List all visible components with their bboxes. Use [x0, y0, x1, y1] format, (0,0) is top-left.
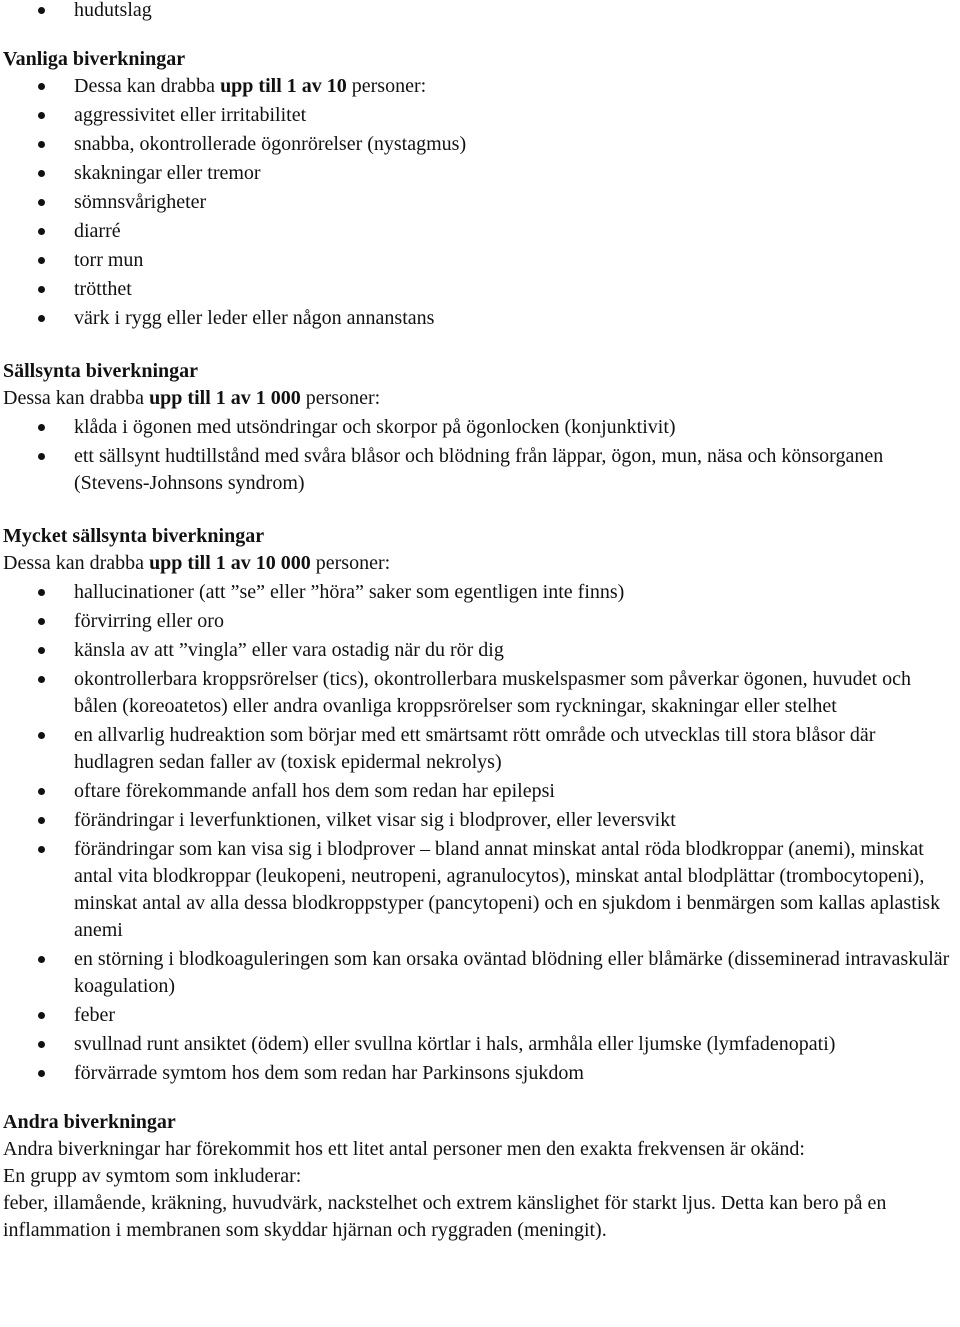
- intro-post: personer:: [300, 387, 381, 409]
- bullet-icon: [38, 7, 45, 14]
- bullet-icon: [38, 732, 45, 739]
- bullet-icon: [38, 199, 45, 206]
- list-item: [3, 807, 960, 834]
- intro-pre: Dessa kan drabba: [3, 552, 150, 574]
- bullet-icon: [38, 112, 45, 119]
- list-item-text: okontrollerbara kroppsrörelser (tics), okontrollerbara muskelspasmer som påverkar ögonen, huvudet och bålen (koreoatetos) eller andra ovanliga kroppsrörelser som ryckningar, skakningar eller stelhet: [74, 668, 911, 717]
- bullet-icon: [38, 846, 45, 853]
- list-item-text: förändringar i leverfunktionen, vilket visar sig i blodprover, eller leversvikt: [74, 809, 676, 831]
- list-item-text: känsla av att ”vingla” eller vara ostadig när du rör dig: [74, 639, 504, 661]
- list-item-text: feber: [74, 1004, 116, 1026]
- bullet-icon: [38, 618, 45, 625]
- list-item: [3, 637, 960, 664]
- very-rare-list: [3, 579, 960, 1087]
- intro-pre: Dessa kan drabba: [74, 75, 221, 97]
- list-item: [3, 443, 960, 497]
- list-item: [3, 305, 960, 332]
- bullet-icon: [38, 83, 45, 90]
- other-text-1: Andra biverkningar har förekommit hos ett litet antal personer men den exakta frekvensen är okänd:: [3, 1138, 805, 1160]
- other-section: [3, 1109, 960, 1244]
- list-item: [3, 1002, 960, 1029]
- bullet-icon: [38, 170, 45, 177]
- list-item-text: värk i rygg eller leder eller någon annanstans: [74, 307, 435, 329]
- common-intro: [3, 73, 960, 100]
- other-text-3: feber, illamående, kräkning, huvudvärk, nackstelhet och extrem känslighet för starkt ljus. Detta kan bero på en inflammation i membranen som skyddar hjärnan och ryggraden (meningit).: [3, 1192, 887, 1241]
- other-heading: Andra biverkningar: [3, 1111, 176, 1133]
- list-item-text: förändringar som kan visa sig i blodprover – bland annat minskat antal röda blodkroppar (anemi), minskat antal vita blodkroppar (leukopeni, neutropeni, agranulocytos), minskat antal blodplättar (trombocytopeni), minskat antal av alla dessa blodkroppstyper (pancytopeni) och en sjukdom i benmärgen som kallas aplastisk anemi: [74, 838, 941, 941]
- bullet-icon: [38, 1070, 45, 1077]
- list-item: [3, 579, 960, 606]
- list-item-text: förvirring eller oro: [74, 610, 224, 632]
- list-item: [3, 0, 960, 24]
- list-item: [3, 189, 960, 216]
- list-item-text: förvärrade symtom hos dem som redan har Parkinsons sjukdom: [74, 1062, 584, 1084]
- bullet-icon: [38, 676, 45, 683]
- list-item-text: skakningar eller tremor: [74, 162, 261, 184]
- list-item: [3, 247, 960, 274]
- list-item-text: en störning i blodkoaguleringen som kan orsaka oväntad blödning eller blåmärke (disseminerad intravaskulär koagulation): [74, 948, 950, 997]
- common-list: [3, 73, 960, 332]
- intro-frequency: upp till 1 av 10 000: [149, 552, 311, 574]
- list-item: [3, 778, 960, 805]
- list-item-text: svullnad runt ansiktet (ödem) eller svullna körtlar i hals, armhåla eller ljumske (lymfadenopati): [74, 1033, 836, 1055]
- list-item: [3, 218, 960, 245]
- document-page: [3, 0, 960, 1244]
- top-list: [3, 0, 960, 24]
- list-item: [3, 1031, 960, 1058]
- list-item-text: oftare förekommande anfall hos dem som redan har epilepsi: [74, 780, 555, 802]
- list-item: [3, 131, 960, 158]
- rare-list: [3, 414, 960, 497]
- list-item-text: snabba, okontrollerade ögonrörelser (nystagmus): [74, 133, 467, 155]
- bullet-icon: [38, 956, 45, 963]
- list-item: [3, 160, 960, 187]
- list-item: [3, 608, 960, 635]
- list-item: [3, 722, 960, 776]
- list-item-text: hudutslag: [74, 0, 152, 21]
- list-item: [3, 946, 960, 1000]
- very-rare-heading: Mycket sällsynta biverkningar: [3, 525, 265, 547]
- intro-frequency: upp till 1 av 1 000: [149, 387, 301, 409]
- very-rare-section: [3, 523, 960, 1087]
- bullet-icon: [38, 453, 45, 460]
- intro-pre: Dessa kan drabba: [3, 387, 150, 409]
- list-item: [3, 836, 960, 944]
- list-item: [3, 1060, 960, 1087]
- list-item-text: sömnsvårigheter: [74, 191, 207, 213]
- bullet-icon: [38, 647, 45, 654]
- intro-frequency: upp till 1 av 10: [220, 75, 347, 97]
- list-item-text: klåda i ögonen med utsöndringar och skorpor på ögonlocken (konjunktivit): [74, 416, 676, 438]
- list-item: [3, 666, 960, 720]
- bullet-icon: [38, 286, 45, 293]
- bullet-icon: [38, 1012, 45, 1019]
- list-item-text: diarré: [74, 220, 121, 242]
- list-item-text: trötthet: [74, 278, 132, 300]
- rare-intro: [3, 385, 960, 412]
- bullet-icon: [38, 424, 45, 431]
- list-item-text: aggressivitet eller irritabilitet: [74, 104, 307, 126]
- very-rare-intro: [3, 550, 960, 577]
- bullet-icon: [38, 228, 45, 235]
- list-item-text: en allvarlig hudreaktion som börjar med ett smärtsamt rött område och utvecklas till stora blåsor där hudlagren sedan faller av (toxisk epidermal nekrolys): [74, 724, 876, 773]
- bullet-icon: [38, 788, 45, 795]
- list-item: [3, 414, 960, 441]
- bullet-icon: [38, 141, 45, 148]
- intro-post: personer:: [310, 552, 391, 574]
- bullet-icon: [38, 817, 45, 824]
- intro-post: personer:: [346, 75, 427, 97]
- list-item-text: torr mun: [74, 249, 144, 271]
- other-text-2: En grupp av symtom som inkluderar:: [3, 1165, 302, 1187]
- bullet-icon: [38, 315, 45, 322]
- rare-section: [3, 358, 960, 497]
- list-item: [3, 102, 960, 129]
- common-section: [3, 46, 960, 332]
- list-item-text: hallucinationer (att ”se” eller ”höra” saker som egentligen inte finns): [74, 581, 625, 603]
- bullet-icon: [38, 257, 45, 264]
- bullet-icon: [38, 1041, 45, 1048]
- bullet-icon: [38, 589, 45, 596]
- rare-heading: Sällsynta biverkningar: [3, 360, 199, 382]
- list-item: [3, 276, 960, 303]
- common-heading: Vanliga biverkningar: [3, 48, 186, 70]
- list-item-text: ett sällsynt hudtillstånd med svåra blåsor och blödning från läppar, ögon, mun, näsa och könsorganen (Stevens-Johnsons syndrom): [74, 445, 884, 494]
